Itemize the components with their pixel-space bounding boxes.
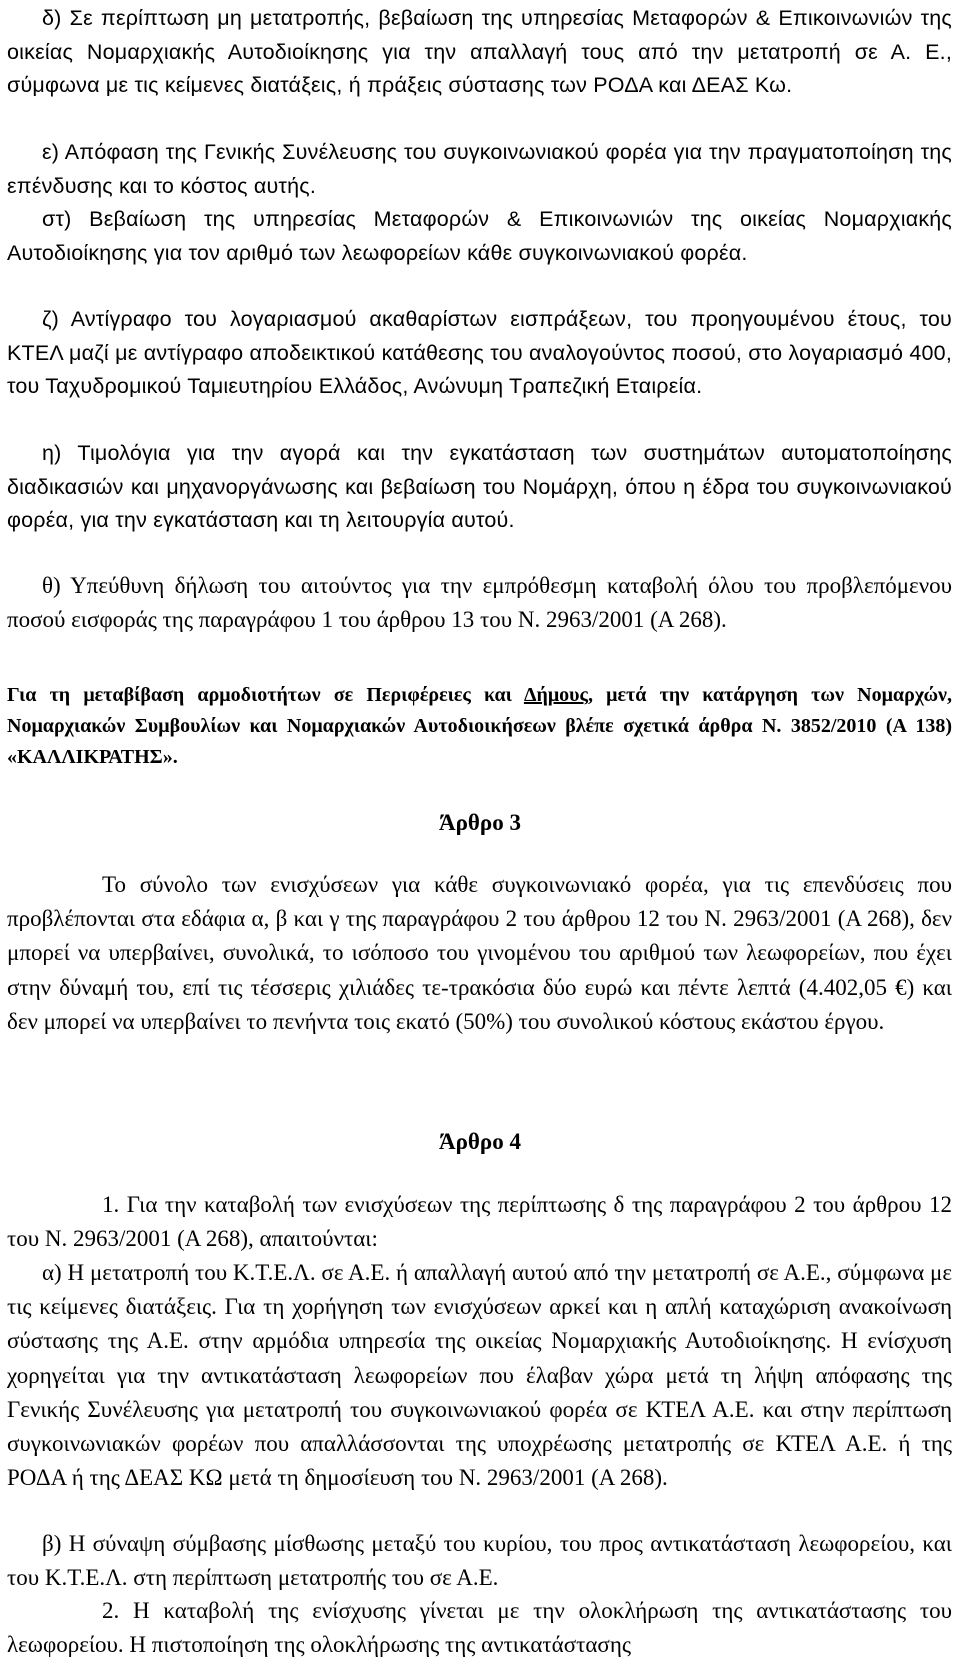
paragraph-st: στ) Βεβαίωση της υπηρεσίας Μεταφορών & Επικοινωνιών της οικείας Νομαρχιακής Αυτοδιοίκησης για τον αριθμό των λεωφορείων κάθε συγκοινωνιακού φορέα. bbox=[7, 207, 952, 265]
article-4-item-a: α) Η μετατροπή του Κ.Τ.Ε.Λ. σε Α.Ε. ή απαλλαγή αυτού από την μετατροπή σε Α.Ε., σύμφωνα με τις κείμενες διατάξεις. Για τη χορήγηση των ενισχύσεων αρκεί και η απλή καταχώριση ανακοίνωση σύστασης της Α.Ε. στην αρμόδια υπηρεσία της οικείας Νομαρχιακής Αυτοδιοίκησης. Η ενίσχυση χορηγείται για την αντικατάσταση λεωφορείων που έλαβαν χώρα μετά τη λήψη απόφασης της Γενικής Συνέλευσης για μετατροπή του συγκοινωνιακού φορέα σε ΚΤΕΛ Α.Ε. και στην περίπτωση συγκοινωνιακών φορέων που απαλλάσσονται της υποχρέωσης μετατροπής σε ΚΤΕΛ Α.Ε. ή της ΡΟΔΑ ή της ΔΕΑΣ ΚΩ μετά τη δημοσίευση του Ν. 2963/2001 (Α 268). bbox=[7, 1260, 952, 1491]
article-4-item-b: β) Η σύναψη σύμβασης μίσθωσης μεταξύ του κυρίου, του προς αντικατάσταση λεωφορείου, και του Κ.Τ.Ε.Λ. στη περίπτωση μετατροπής του σε Α.Ε. bbox=[7, 1531, 952, 1591]
article-4-paragraph-2: 2. Η καταβολή της ενίσχυσης γίνεται με την ολοκλήρωση της αντικατάστασης του λεωφορείου. Η πιστοποίηση της ολοκλήρωσης της αντικατάστασης bbox=[7, 1598, 952, 1658]
paragraph-zeta: ζ) Αντίγραφο του λογαριασμού ακαθαρίστων εισπράξεων, του προηγουμένου έτους, του ΚΤΕΛ μαζί με αντίγραφο αποδεικτικού κατάθεσης του αναλογούντος ποσού, στο λογαριασμό 400, του Ταχυδρομικού Ταμιευτηρίου Ελλάδος, Ανώνυμη Τραπεζική Εταιρεία. bbox=[7, 307, 952, 399]
paragraph-epsilon: ε) Απόφαση της Γενικής Συνέλευσης του συγκοινωνιακού φορέα για την πραγματοποίηση της επένδυσης και το κόστος αυτής. bbox=[7, 140, 952, 198]
note-text-part2: , μετά την κατάργηση των Νομαρχών, Νομαρχιακών Συμβουλίων και Νομαρχιακών Αυτοδιοικήσεων βλέπε σχετικά άρθρα Ν. 3852/2010 (Α 138) «ΚΑΛΛΙΚΡΑΤΗΣ». bbox=[7, 684, 952, 768]
paragraph-delta: δ) Σε περίπτωση μη μετατροπής, βεβαίωση της υπηρεσίας Μεταφορών & Επικοινωνιών της οικείας Νομαρχιακής Αυτοδιοίκησης για την απαλλαγή τους από την μετατροπή σε Α. Ε., σύμφωνα με τις κείμενες διατάξεις, ή πράξεις σύστασης των ΡΟΔΑ και ΔΕΑΣ Κω. bbox=[7, 6, 952, 98]
heading-article-3: Άρθρο 3 bbox=[439, 810, 521, 835]
note-text-underlined: Δήμους bbox=[523, 684, 588, 706]
article-3-text: Το σύνολο των ενισχύσεων για κάθε συγκοινωνιακό φορέα, για τις επενδύσεις που προβλέπονται στα εδάφια α, β και γ της παραγράφου 2 του άρθρου 12 του Ν. 2963/2001 (Α 268), δεν μπορεί να υπερβαίνει, συνολικά, το ισόποσο του γινομένου του αριθμού των λεωφορείων, που έχει στην δύναμή του, επί τις τέσσερις χιλιάδες τε-τρακόσια δύο ευρώ και πέντε λεπτά (4.402,05 €) και δεν μπορεί να υπερβαίνει το πενήντα τοις εκατό (50%) του συνολικού κόστους εκάστου έργου. bbox=[7, 872, 952, 1034]
article-4-paragraph-1: 1. Για την καταβολή των ενισχύσεων της περίπτωσης δ της παραγράφου 2 του άρθρου 12 του Ν. 2963/2001 (Α 268), απαιτούνται: bbox=[7, 1192, 952, 1252]
paragraph-eta: η) Τιμολόγια για την αγορά και την εγκατάσταση των συστημάτων αυτοματοποίησης διαδικασιών και μηχανοργάνωσης και βεβαίωση του Νομάρχη, όπου η έδρα του συγκοινωνιακού φορέα, για την εγκατάσταση και τη λειτουργία αυτού. bbox=[7, 441, 952, 533]
paragraph-theta: θ) Υπεύθυνη δήλωση του αιτούντος για την εμπρόθεσμη καταβολή όλου του προβλεπόμενου ποσού εισφοράς της παραγράφου 1 του άρθρου 13 του Ν. 2963/2001 (Α 268). bbox=[7, 573, 952, 633]
heading-article-4: Άρθρο 4 bbox=[439, 1129, 521, 1154]
note-kallikratis bbox=[7, 680, 952, 773]
note-text-part1: Για τη μεταβίβαση αρμοδιοτήτων σε Περιφέρειες και bbox=[7, 684, 524, 706]
